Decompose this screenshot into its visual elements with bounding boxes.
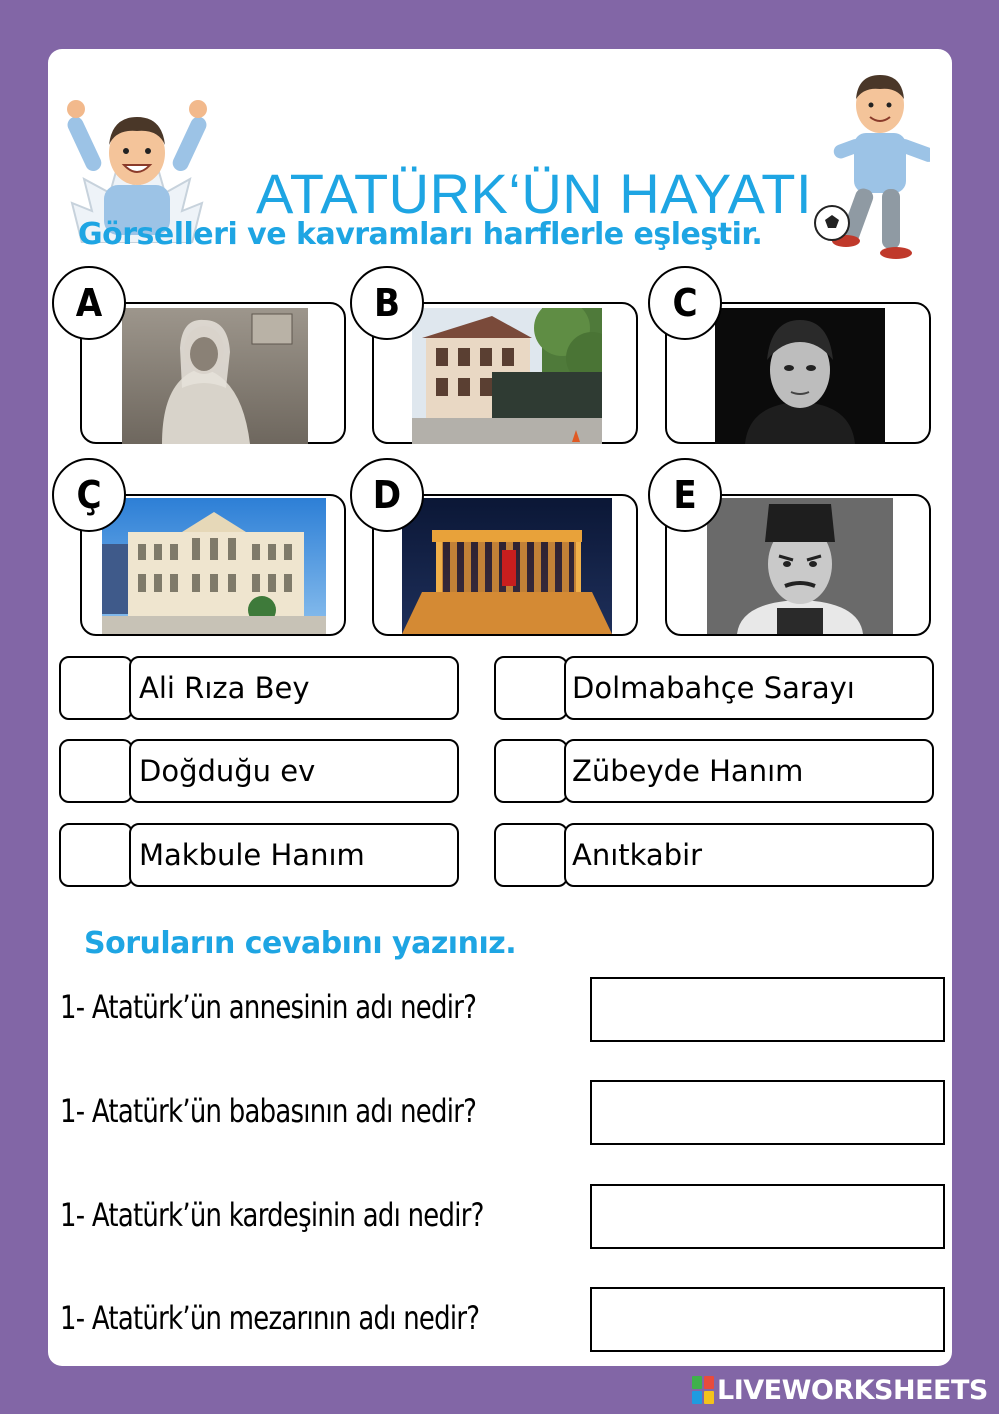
answer-field-father[interactable] — [590, 1080, 945, 1145]
answer-box-makbule-hanim[interactable] — [59, 823, 133, 887]
term-label: Makbule Hanım — [129, 823, 459, 887]
letter-badge-c: C — [648, 266, 722, 340]
question-mother: 1- Atatürk’ün annesinin adı nedir? — [60, 988, 477, 1026]
seated-woman-photo — [122, 308, 308, 444]
answer-box-dolmabahce-sarayi[interactable] — [494, 656, 568, 720]
answer-box-zubeyde-hanim[interactable] — [494, 739, 568, 803]
answer-field-mother[interactable] — [590, 977, 945, 1042]
letter-badge-cc: Ç — [52, 458, 126, 532]
term-label: Ali Rıza Bey — [129, 656, 459, 720]
page-title: ATATÜRK‘ÜN HAYATI — [256, 162, 813, 225]
term-label: Anıtkabir — [564, 823, 934, 887]
palace-photo — [102, 498, 326, 634]
term-label: Doğduğu ev — [129, 739, 459, 803]
match-instruction: Görselleri ve kavramları harflerle eşleştir. — [78, 217, 763, 252]
answer-box-dogdugu-ev[interactable] — [59, 739, 133, 803]
answer-box-anitkabir[interactable] — [494, 823, 568, 887]
mausoleum-photo — [402, 498, 612, 634]
questions-instruction: Soruların cevabını yazınız. — [84, 926, 517, 961]
letter-badge-b: B — [350, 266, 424, 340]
question-sibling: 1- Atatürk’ün kardeşinin adı nedir? — [60, 1196, 484, 1234]
brand-name: LIVEWORKSHEETS — [717, 1374, 988, 1406]
letter-badge-d: D — [350, 458, 424, 532]
letter-badge-a: A — [52, 266, 126, 340]
term-label: Zübeyde Hanım — [564, 739, 934, 803]
term-label: Dolmabahçe Sarayı — [564, 656, 934, 720]
question-grave: 1- Atatürk’ün mezarının adı nedir? — [60, 1299, 480, 1337]
answer-field-sibling[interactable] — [590, 1184, 945, 1249]
avatar-football-icon — [800, 65, 930, 265]
liveworksheets-logo-icon — [692, 1376, 714, 1404]
historic-house-photo — [412, 308, 602, 444]
man-portrait-photo — [707, 498, 893, 634]
answer-field-grave[interactable] — [590, 1287, 945, 1352]
question-father: 1- Atatürk’ün babasının adı nedir? — [60, 1092, 477, 1130]
answer-box-ali-riza-bey[interactable] — [59, 656, 133, 720]
letter-badge-e: E — [648, 458, 722, 532]
liveworksheets-brand — [692, 1373, 988, 1407]
woman-portrait-photo — [715, 308, 885, 444]
